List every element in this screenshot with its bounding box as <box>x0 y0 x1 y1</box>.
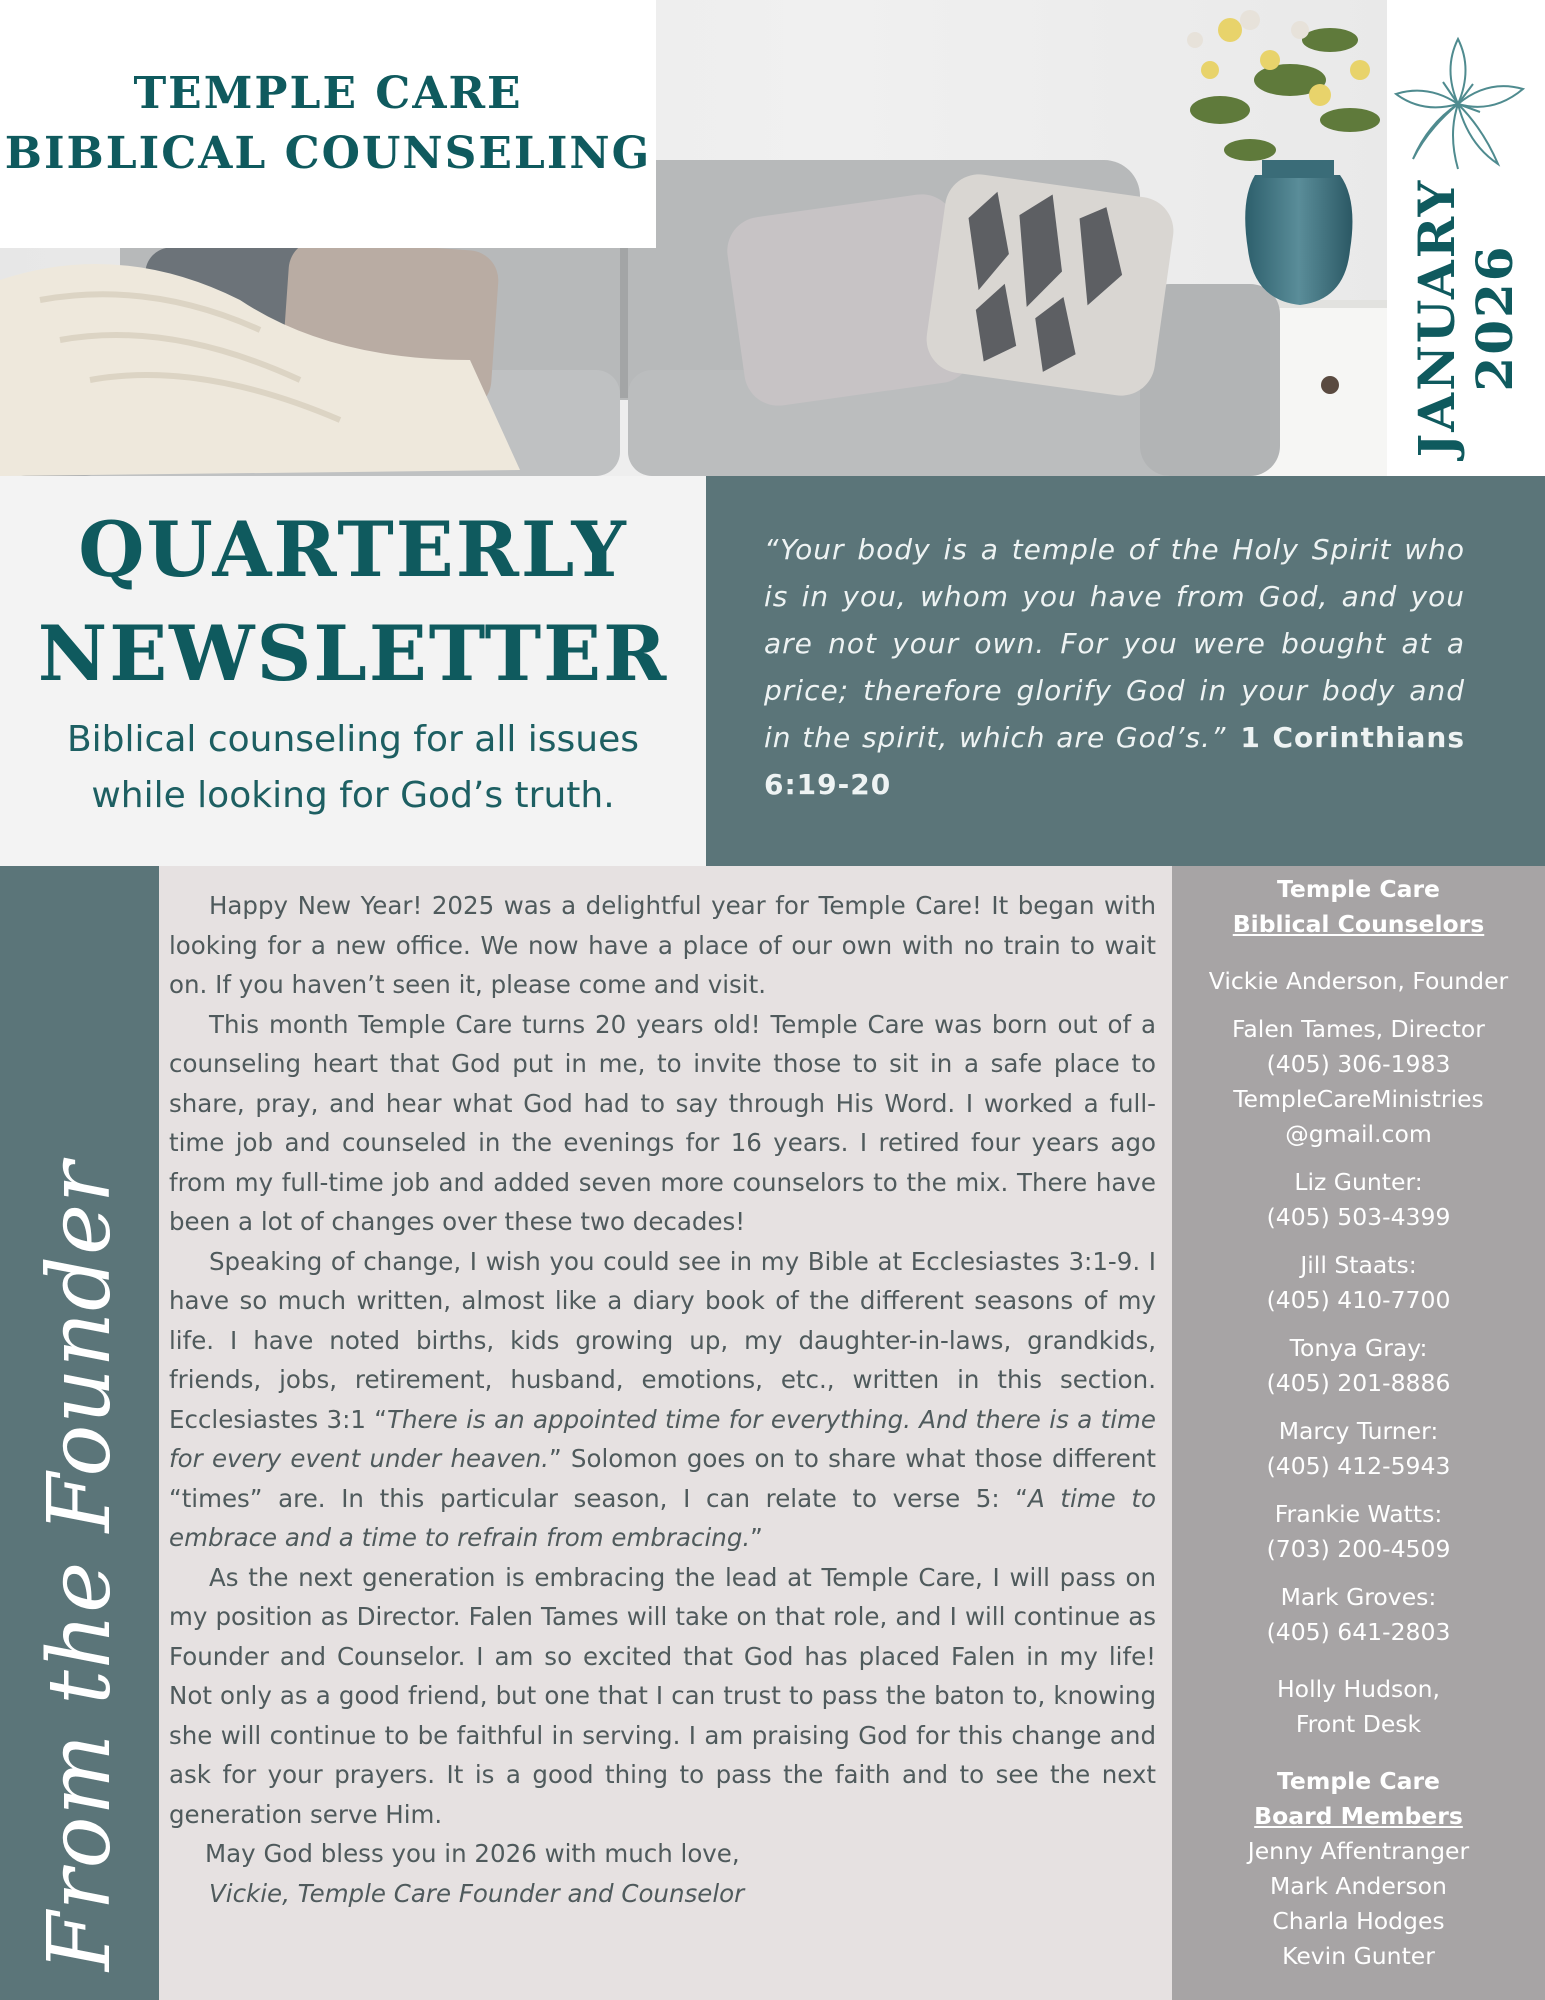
founder-letter <box>159 866 1172 2000</box>
scripture-quote-text: “Your body is a temple of the Holy Spirit who is in you, whom you have from God, and you are not your own. For you were bought at a price; therefore glorify God in your body and in the spirit, which are God’s.” <box>764 533 1465 754</box>
counselor-entry <box>1172 1165 1545 1235</box>
board-member: Charla Hodges <box>1272 1907 1445 1935</box>
newsletter-title <box>0 498 706 706</box>
counselors-heading: Temple Care <box>1277 875 1440 903</box>
board-member: Jenny Affentranger <box>1247 1837 1470 1865</box>
letter-closing: May God bless you in 2026 with much love, <box>205 1839 740 1868</box>
counselor-name: Jill Staats: <box>1300 1251 1417 1279</box>
counselor-name: Mark Groves: <box>1280 1583 1437 1611</box>
scripture-reference: 1 Corinthians 6:19-20 <box>764 721 1466 801</box>
org-name-line-2: BIBLICAL COUNSELING <box>4 128 652 179</box>
issue-month: JANUARY <box>1407 178 1466 458</box>
scripture-quote-box <box>706 476 1545 866</box>
director-phone: (405) 306-1983 <box>1266 1050 1451 1078</box>
counselor-entry <box>1172 1414 1545 1484</box>
ecclesiastes-quote-2: A time to embrace and a time to refrain from embracing. <box>169 1483 1156 1552</box>
board-member: Kevin Gunter <box>1282 1942 1435 1970</box>
director-entry <box>1172 1012 1545 1152</box>
counselor-entry <box>1172 1331 1545 1401</box>
counselor-name: Liz Gunter: <box>1294 1168 1423 1196</box>
front-desk-name: Holly Hudson, <box>1277 1675 1440 1703</box>
board-section <box>1172 1764 1545 1974</box>
director-name: Falen Tames, Director <box>1232 1015 1485 1043</box>
org-name-line-1: TEMPLE CARE <box>133 68 523 119</box>
board-member: Mark Anderson <box>1270 1872 1447 1900</box>
counselor-name: Frankie Watts: <box>1274 1500 1443 1528</box>
counselors-subheading: Biblical Counselors <box>1232 910 1485 938</box>
scripture-quote <box>764 526 1465 808</box>
letter-paragraph-2: This month Temple Care turns 20 years old! Temple Care was born out of a counseling heart that God put in me, to invite those to sit in a safe place to share, pray, and hear what God had to say through His Word. I worked a full-time job and counseled in the evenings for 16 years. I retired four years ago from my full-time job and added seven more counselors to the mix. There have been a lot of changes over these two decades! <box>169 1009 1156 1236</box>
letter-paragraph-3-part-b: ” Solomon goes on to share what those different “times” are. In this particular season, I can relate to verse 5: “ <box>169 1444 1156 1513</box>
board-subheading: Board Members <box>1254 1802 1463 1830</box>
counselor-entry <box>1172 1248 1545 1318</box>
newsletter-tagline: Biblical counseling for all issues while looking for God’s truth. <box>66 719 639 816</box>
issue-date-strip <box>1387 0 1545 476</box>
issue-month-year <box>1408 179 1524 458</box>
from-the-founder-strip <box>0 866 159 2000</box>
founder-entry: Vickie Anderson, Founder <box>1208 967 1509 995</box>
letter-paragraph-4: As the next generation is embracing the lead at Temple Care, I will pass on my position as Director. Falen Tames will take on that role, and I will continue as Founder and Counselor. I am so excited that God has placed Falen in my life! Not only as a good friend, but one that I can trust to pass the baton to, knowing she will continue to be faithful in serving. I am praising God for this change and ask for your prayers. It is a good thing to pass the faith and to see the next generation serve Him. <box>169 1562 1156 1829</box>
director-email-line-1: TempleCareMinistries <box>1233 1085 1484 1113</box>
letter-paragraph-3-part-c: ” <box>750 1523 763 1552</box>
counselor-phone: (703) 200-4509 <box>1266 1535 1451 1563</box>
board-heading: Temple Care <box>1277 1767 1440 1795</box>
director-email-line-2: @gmail.com <box>1285 1120 1432 1148</box>
newsletter-title-line-1: QUARTERLY <box>78 505 628 594</box>
counselor-phone: (405) 410-7700 <box>1266 1286 1451 1314</box>
section-label-from-the-founder: From the Founder <box>30 1160 130 1972</box>
newsletter-title-box <box>0 476 706 866</box>
front-desk-role: Front Desk <box>1295 1710 1422 1738</box>
org-title-box <box>0 0 656 248</box>
front-desk-entry <box>1172 1672 1545 1742</box>
letter-signature: Vickie, Temple Care Founder and Counselor <box>209 1878 745 1908</box>
counselor-name: Marcy Turner: <box>1278 1417 1439 1445</box>
counselor-phone: (405) 412-5943 <box>1266 1452 1451 1480</box>
letter-paragraph-3-part-a: Speaking of change, I wish you could see in my Bible at Ecclesiastes 3:1-9. I have so much written, almost like a diary book of the different seasons of my life. I have noted births, kids growing up, my daughter-in-laws, grandkids, friends, jobs, retirement, husband, emotions, etc., written in this section. Ecclesiastes 3:1 “ <box>169 1246 1156 1434</box>
letter-paragraph-3 <box>169 1242 1156 1558</box>
counselor-entry <box>1172 1497 1545 1567</box>
counselor-roster <box>1172 866 1545 2000</box>
counselor-name: Tonya Gray: <box>1289 1334 1428 1362</box>
ecclesiastes-quote-1: There is an appointed time for everything. And there is a time for every event under heaven. <box>169 1404 1156 1473</box>
counselor-entry <box>1172 1580 1545 1650</box>
letter-paragraph-1: Happy New Year! 2025 was a delightful year for Temple Care! It began with looking for a new office. We now have a place of our own with no train to wait on. If you haven’t seen it, please come and visit. <box>169 891 1156 999</box>
newsletter-title-line-2: NEWSLETTER <box>37 609 669 698</box>
lily-flower-icon <box>1388 34 1528 174</box>
counselor-phone: (405) 503-4399 <box>1266 1203 1451 1231</box>
counselor-phone: (405) 201-8886 <box>1266 1369 1451 1397</box>
issue-year: 2026 <box>1465 244 1524 392</box>
counselor-phone: (405) 641-2803 <box>1266 1618 1451 1646</box>
